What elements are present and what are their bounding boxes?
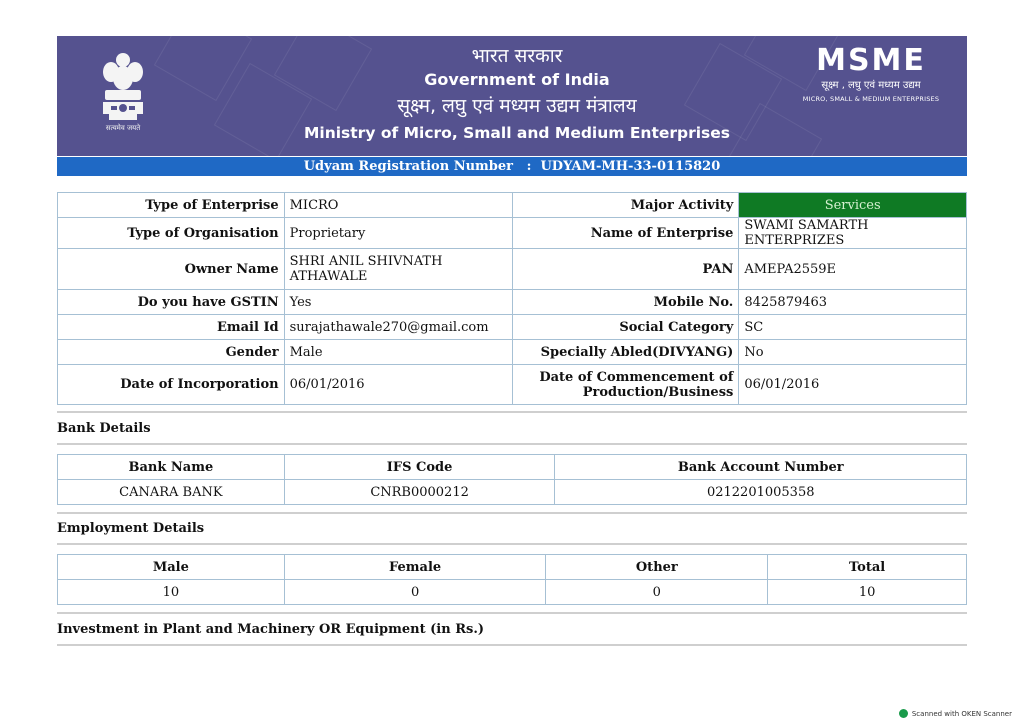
mobile-value: 8425879463 — [739, 290, 967, 315]
mobile-label: Mobile No. — [512, 290, 739, 315]
email-value: surajathawale270@gmail.com — [284, 315, 512, 340]
commencement-label-line-1: Date of Commencement of — [539, 369, 734, 385]
commencement-label — [512, 365, 739, 405]
table-row — [58, 249, 967, 290]
divider — [57, 512, 967, 514]
table-row — [58, 580, 967, 605]
title-block — [257, 44, 777, 146]
emblem-caption: सत्यमेव जयते — [105, 124, 141, 132]
table-row — [58, 218, 967, 249]
account-number-header: Bank Account Number — [555, 455, 967, 480]
owner-name-line-1: SHRI ANIL SHIVNATH — [289, 254, 443, 269]
divider — [57, 443, 967, 445]
scanner-watermark — [899, 709, 1012, 718]
table-row — [58, 290, 967, 315]
government-title: Government of India — [424, 70, 610, 89]
enterprise-details-table — [57, 192, 967, 405]
msme-logo — [801, 44, 941, 104]
bank-details-table — [57, 454, 967, 505]
major-activity-label: Major Activity — [512, 193, 739, 218]
email-label: Email Id — [58, 315, 285, 340]
table-row — [58, 455, 967, 480]
gender-label: Gender — [58, 340, 285, 365]
bank-name-header: Bank Name — [58, 455, 285, 480]
ifs-code-header: IFS Code — [284, 455, 555, 480]
account-number-value: 0212201005358 — [555, 480, 967, 505]
male-header: Male — [58, 555, 285, 580]
gender-value: Male — [284, 340, 512, 365]
commencement-value: 06/01/2016 — [739, 365, 967, 405]
divider — [57, 644, 967, 646]
table-row — [58, 193, 967, 218]
hindi-ministry-title: सूक्ष्म, लघु एवं मध्यम उद्यम मंत्रालय — [397, 95, 637, 117]
female-header: Female — [284, 555, 546, 580]
ifs-code-value: CNRB0000212 — [284, 480, 555, 505]
msme-logo-subtitle: MICRO, SMALL & MEDIUM ENTERPRISES — [802, 95, 940, 103]
divider — [57, 612, 967, 614]
specially-abled-value: No — [739, 340, 967, 365]
gstin-label: Do you have GSTIN — [58, 290, 285, 315]
registration-separator: : — [526, 159, 532, 174]
major-activity-value: Services — [739, 193, 967, 218]
other-header: Other — [546, 555, 768, 580]
owner-name-label: Owner Name — [58, 249, 285, 290]
national-emblem-icon — [95, 48, 151, 134]
pan-value: AMEPA2559E — [739, 249, 967, 290]
other-count: 0 — [546, 580, 768, 605]
name-of-enterprise-label: Name of Enterprise — [512, 218, 739, 249]
male-count: 10 — [58, 580, 285, 605]
scanner-text: Scanned with OKEN Scanner — [911, 709, 1012, 718]
scanner-logo-icon — [899, 709, 908, 718]
employment-details-title: Employment Details — [57, 521, 205, 536]
table-row — [58, 365, 967, 405]
table-row — [58, 555, 967, 580]
ministry-title: Ministry of Micro, Small and Medium Enterprises — [303, 124, 731, 142]
table-row — [58, 480, 967, 505]
registration-number-bar — [57, 157, 967, 176]
incorporation-value: 06/01/2016 — [284, 365, 512, 405]
gstin-value: Yes — [284, 290, 512, 315]
header-banner — [57, 36, 967, 156]
social-category-label: Social Category — [512, 315, 739, 340]
name-of-enterprise-value: SWAMI SAMARTH ENTERPRIZES — [739, 218, 967, 249]
owner-name-value — [284, 249, 512, 290]
hindi-government-title: भारत सरकार — [471, 45, 563, 67]
female-count: 0 — [284, 580, 546, 605]
registration-label: Udyam Registration Number — [303, 159, 513, 174]
registration-number: UDYAM-MH-33-0115820 — [540, 159, 721, 174]
divider — [57, 411, 967, 413]
type-of-organisation-label: Type of Organisation — [58, 218, 285, 249]
commencement-label-line-2: Production/Business — [582, 384, 734, 400]
total-header: Total — [768, 555, 967, 580]
bank-details-title: Bank Details — [57, 421, 151, 436]
total-count: 10 — [768, 580, 967, 605]
owner-name-line-2: ATHAWALE — [289, 269, 368, 284]
type-of-enterprise-label: Type of Enterprise — [58, 193, 285, 218]
type-of-enterprise-value: MICRO — [284, 193, 512, 218]
investment-title: Investment in Plant and Machinery OR Equipment (in Rs.) — [57, 622, 484, 637]
table-row — [58, 340, 967, 365]
bank-name-value: CANARA BANK — [58, 480, 285, 505]
pan-label: PAN — [512, 249, 739, 290]
msme-logo-hindi: सूक्ष्म , लघु एवं मध्यम उद्यम — [821, 80, 921, 91]
divider — [57, 543, 967, 545]
incorporation-label: Date of Incorporation — [58, 365, 285, 405]
social-category-value: SC — [739, 315, 967, 340]
type-of-organisation-value: Proprietary — [284, 218, 512, 249]
employment-details-table — [57, 554, 967, 605]
specially-abled-label: Specially Abled(DIVYANG) — [512, 340, 739, 365]
table-row — [58, 315, 967, 340]
msme-logo-mark: MSME — [816, 43, 926, 78]
